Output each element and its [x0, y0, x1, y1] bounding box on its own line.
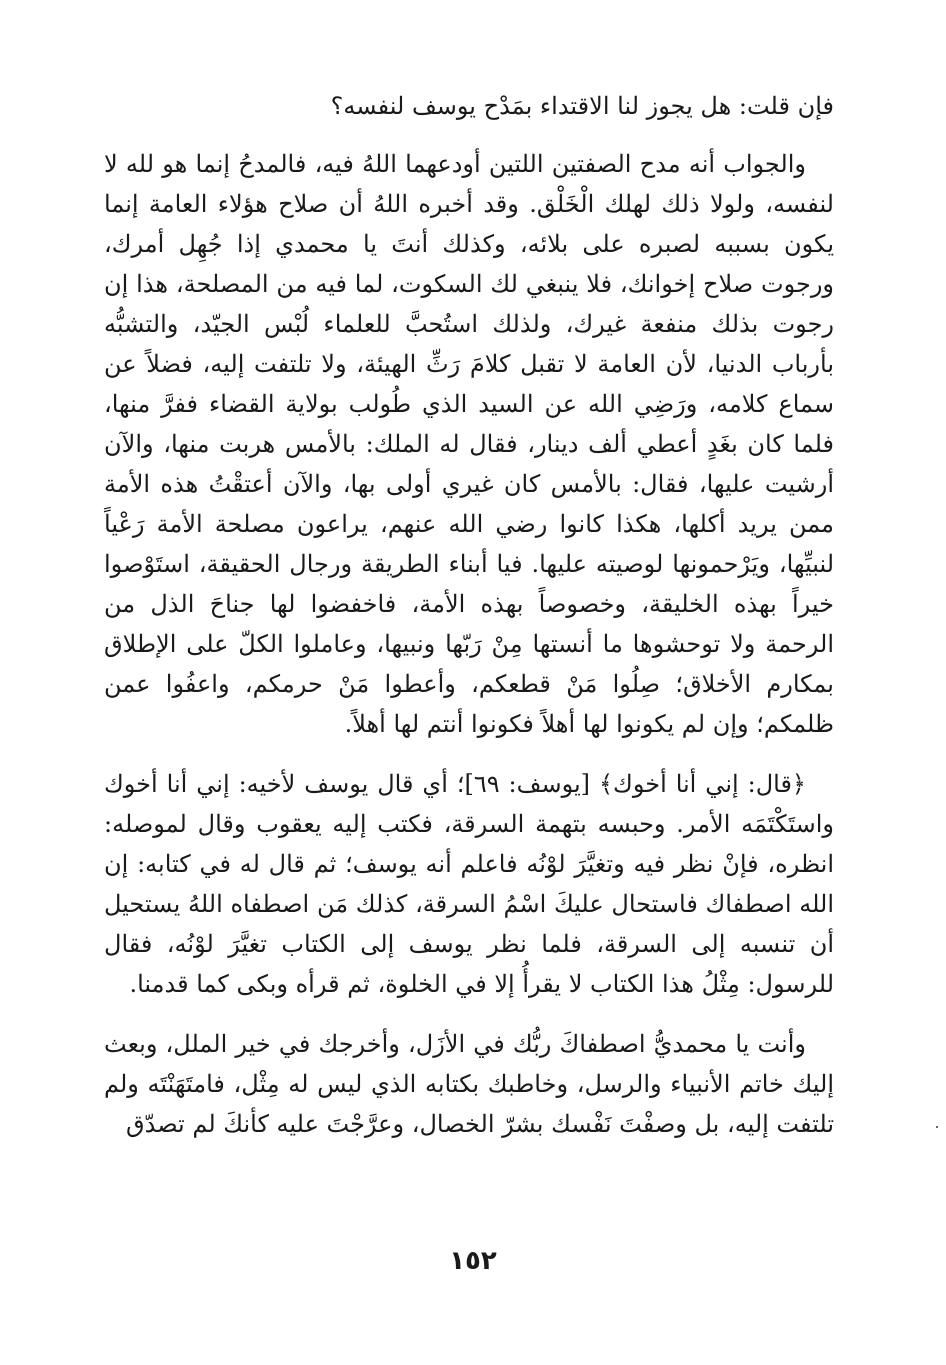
- paragraph-3: وأنت يا محمديُّ اصطفاكَ ربُّك في الأزَل، وأخرجك في خير الملل، وبعث إليك خاتم الأنبياء والرسل، وخاطبك بكتابه الذي ليس له مِثْل، فامتَهَنْتَه ولم تلتفت إليه، بل وصفْتَ نَفْسك بشرّ الخصال، وعرَّجْتَ عليه كأنكَ لم تصدّق: [104, 1030, 834, 1138]
- page-number: ١٥٢: [449, 1246, 497, 1276]
- paragraph-2: ﴿قال: إني أنا أخوك﴾ [يوسف: ٦٩]؛ أي قال يوسف لأخيه: إني أنا أخوك واستَكْتَمَه الأمر. وحبسه بتهمة السرقة، فكتب إليه يعقوب وقال لموصله: انظره، فإنْ نظر فيه وتغيَّرَ لوْنُه فاعلم أنه يوسف؛ ثم قال له في كتابه: إن الله اصطفاك فاستحال عليكَ اسْمُ السرقة، كذلك مَن اصطفاه اللهُ يستحيل أن تنسبه إلى السرقة، فلما نظر يوسف إلى الكتاب تغيَّرَ لوْنُه، فقال للرسول: مِثْلُ هذا الكتاب لا يقرأُ إلا في الخلوة، ثم قرأه وبكى كما قدمنا.: [104, 770, 835, 998]
- edge-mark: [936, 1126, 938, 1128]
- question-line: فإن قلت: هل يجوز لنا الاقتداء بمَدْح يوسف لنفسه؟: [330, 92, 834, 120]
- page-body: [104, 86, 834, 1164]
- paragraph-1: والجواب أنه مدح الصفتين اللتين أودعهما اللهُ فيه، فالمدحُ إنما هو لله لا لنفسه، ولولا ذلك لهلك الْخَلْق. وقد أخبره اللهُ أن صلاح هؤلاء العامة إنما يكون بسببه لصبره على بلائه، وكذلك أنتَ يا محمدي إذا جُهِل أمرك، ورجوت صلاح إخوانك، فلا ينبغي لك السكوت، لما فيه من المصلحة، هذا إن رجوت بذلك منفعة غيرك، ولذلك استُحبَّ للعلماء لُبْس الجيّد، والتشبُّه بأرباب الدنيا، لأن العامة لا تقبل كلامَ رَثِّ الهيئة، ولا تلتفت إليه، فضلاً عن سماع كلامه، ورَضِي الله عن السيد الذي طُولب بولاية القضاء ففرَّ منها، فلما كان بغَدٍ أعطي ألف دينار، فقال له الملك: بالأمس هربت منها، والآن أرشيت عليها، فقال: بالأمس كان غيري أولى بها، والآن أعتقْتُ هذه الأمة ممن يريد أكلها، هكذا كانوا رضي الله عنهم، يراعون مصلحة الأمة رَعْياً لنبيِّها، ويَرْحمونها لوصيته عليها. فيا أبناء الطريقة ورجال الحقيقة، استَوْصوا خيراً بهذه الخليقة، وخصوصاً بهذه الأمة، فاخفضوا لها جناحَ الذل من الرحمة ولا توحشوها ما أنستها مِنْ رَبّها ونبيها، وعاملوا الكلّ على الإطلاق بمكارم الأخلاق؛ صِلُوا مَنْ قطعكم، وأعطوا مَنْ حرمكم، واعفُوا عمن ظلمكم؛ وإن لم يكونوا لها أهلاً فكونوا أنتم لها أهلاً.: [104, 150, 834, 738]
